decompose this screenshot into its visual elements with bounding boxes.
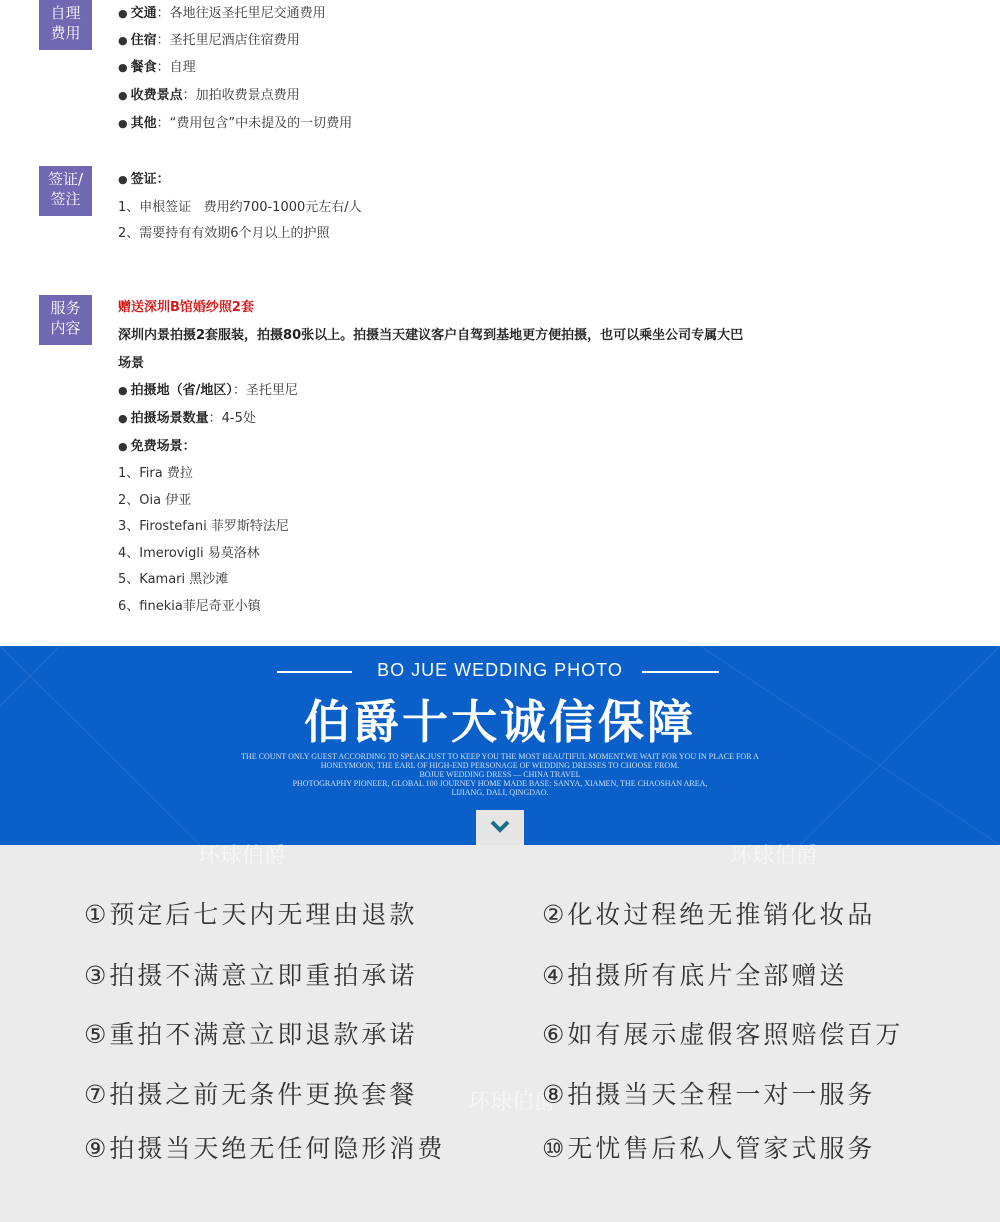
visa-line: 2、需要持有有效期6个月以上的护照 xyxy=(118,226,330,241)
banner-subtitle: BO JUE WEDDING PHOTO xyxy=(377,660,623,680)
guarantee-item: ⑨拍摄当天绝无任何隐形消费 xyxy=(84,1134,446,1163)
scene-item: 3、Firostefani 菲罗斯特法尼 xyxy=(118,519,289,534)
fee-text: “费用包含”中未提及的一切费用 xyxy=(169,116,353,131)
service-count: ● 拍摄场景数量：4-5处 xyxy=(118,411,256,426)
watermark: 环球伯爵 xyxy=(730,844,819,869)
fees-tag xyxy=(39,0,92,50)
fee-label: 交通 xyxy=(130,6,157,21)
guarantee-item: ⑧拍摄当天全程一对一服务 xyxy=(542,1080,876,1109)
service-tag xyxy=(39,295,92,345)
service-desc-cont: 场景 xyxy=(118,356,145,371)
fee-label: 收费景点 xyxy=(130,88,183,103)
fee-label: 住宿 xyxy=(130,33,157,48)
visa-line: 1、申根签证 费用约700-1000元左右/人 xyxy=(118,200,362,215)
guarantee-item: ⑤重拍不满意立即退款承诺 xyxy=(84,1020,418,1049)
guarantee-item: ①预定后七天内无理由退款 xyxy=(84,900,418,929)
guarantee-banner xyxy=(0,646,1000,845)
service-gift: 赠送深圳B馆婚纱照2套 xyxy=(118,300,254,315)
guarantee-item: ④拍摄所有底片全部赠送 xyxy=(542,961,848,990)
scene-item: 1、Fira 费拉 xyxy=(118,466,193,481)
guarantee-item: ⑩无忧售后私人管家式服务 xyxy=(542,1134,876,1163)
service-tag-line1: 服务 xyxy=(50,299,81,317)
fee-item: ● 收费景点：加拍收费景点费用 xyxy=(118,88,300,103)
visa-tag xyxy=(39,166,92,216)
fee-text: 加拍收费景点费用 xyxy=(195,88,300,103)
guarantee-item: ②化妆过程绝无推销化妆品 xyxy=(542,900,876,929)
scene-item: 6、finekia菲尼奇亚小镇 xyxy=(118,599,261,614)
fees-tag-line1: 自理 xyxy=(50,4,81,22)
fee-item: ● 其他：“费用包含”中未提及的一切费用 xyxy=(118,116,353,131)
service-desc: 深圳内景拍摄2套服装，拍摄80张以上。拍摄当天建议客户自驾到基地更方便拍摄，也可以乘坐公司专属大巴 xyxy=(118,328,744,343)
guarantee-item: ⑥如有展示虚假客照赔偿百万 xyxy=(542,1020,904,1049)
guarantee-item: ③拍摄不满意立即重拍承诺 xyxy=(84,961,418,990)
fee-item: ● 住宿：圣托里尼酒店住宿费用 xyxy=(118,33,300,48)
fee-text: 圣托里尼酒店住宿费用 xyxy=(169,33,300,48)
guarantee-list xyxy=(0,845,1000,1222)
fee-item: ● 交通：各地往返圣托里尼交通费用 xyxy=(118,6,326,21)
watermark: 环球伯爵 xyxy=(468,1090,557,1115)
visa-tag-line1: 签证/ xyxy=(47,170,84,188)
service-free-label: ● 免费场景： xyxy=(118,439,196,454)
guarantee-item: ⑦拍摄之前无条件更换套餐 xyxy=(84,1080,418,1109)
scene-item: 5、Kamari 黑沙滩 xyxy=(118,572,229,587)
service-tag-line2: 内容 xyxy=(50,319,81,337)
visa-tag-line2: 签注 xyxy=(50,190,81,208)
fees-tag-line2: 费用 xyxy=(50,24,81,42)
scroll-down-button[interactable] xyxy=(476,810,524,845)
fee-item: ● 餐食：自理 xyxy=(118,60,196,75)
watermark: 环球伯爵 xyxy=(198,844,287,869)
fee-label: 餐食 xyxy=(130,60,157,75)
banner-english: THE COUNT ONLY GUEST ACCORDING TO SPEAK.JUST TO KEEP YOU THE MOST BEAUTIFUL MOMENT.WE WAIT FOR YOU IN PLACE FOR A HONEYMOON, THE EARL OF HIGH-END PERSONAGE OF WEDDING DRESSES TO CHOOSE FROM. BOJUE WEDDING DRESS — CHINA TRAVEL PHOTOGRAPHY PIONEER, GLOBAL 100 JOURNEY HOME MADE BASE: SANYA, XIAMEN, THE CHAOSHAN AREA, LIJIANG, DALI, QINGDAO. xyxy=(241,752,759,797)
fee-text: 自理 xyxy=(169,60,196,75)
banner-title: 伯爵十大诚信保障 xyxy=(304,695,696,749)
chevron-down-icon xyxy=(476,810,524,845)
scene-item: 2、Oia 伊亚 xyxy=(118,493,192,508)
fee-label: 其他 xyxy=(130,116,157,131)
visa-heading: ● 签证： xyxy=(118,172,170,187)
scene-item: 4、Imerovigli 易莫洛林 xyxy=(118,546,260,561)
fee-text: 各地往返圣托里尼交通费用 xyxy=(169,6,326,21)
service-location: ● 拍摄地（省/地区）：圣托里尼 xyxy=(118,383,298,398)
